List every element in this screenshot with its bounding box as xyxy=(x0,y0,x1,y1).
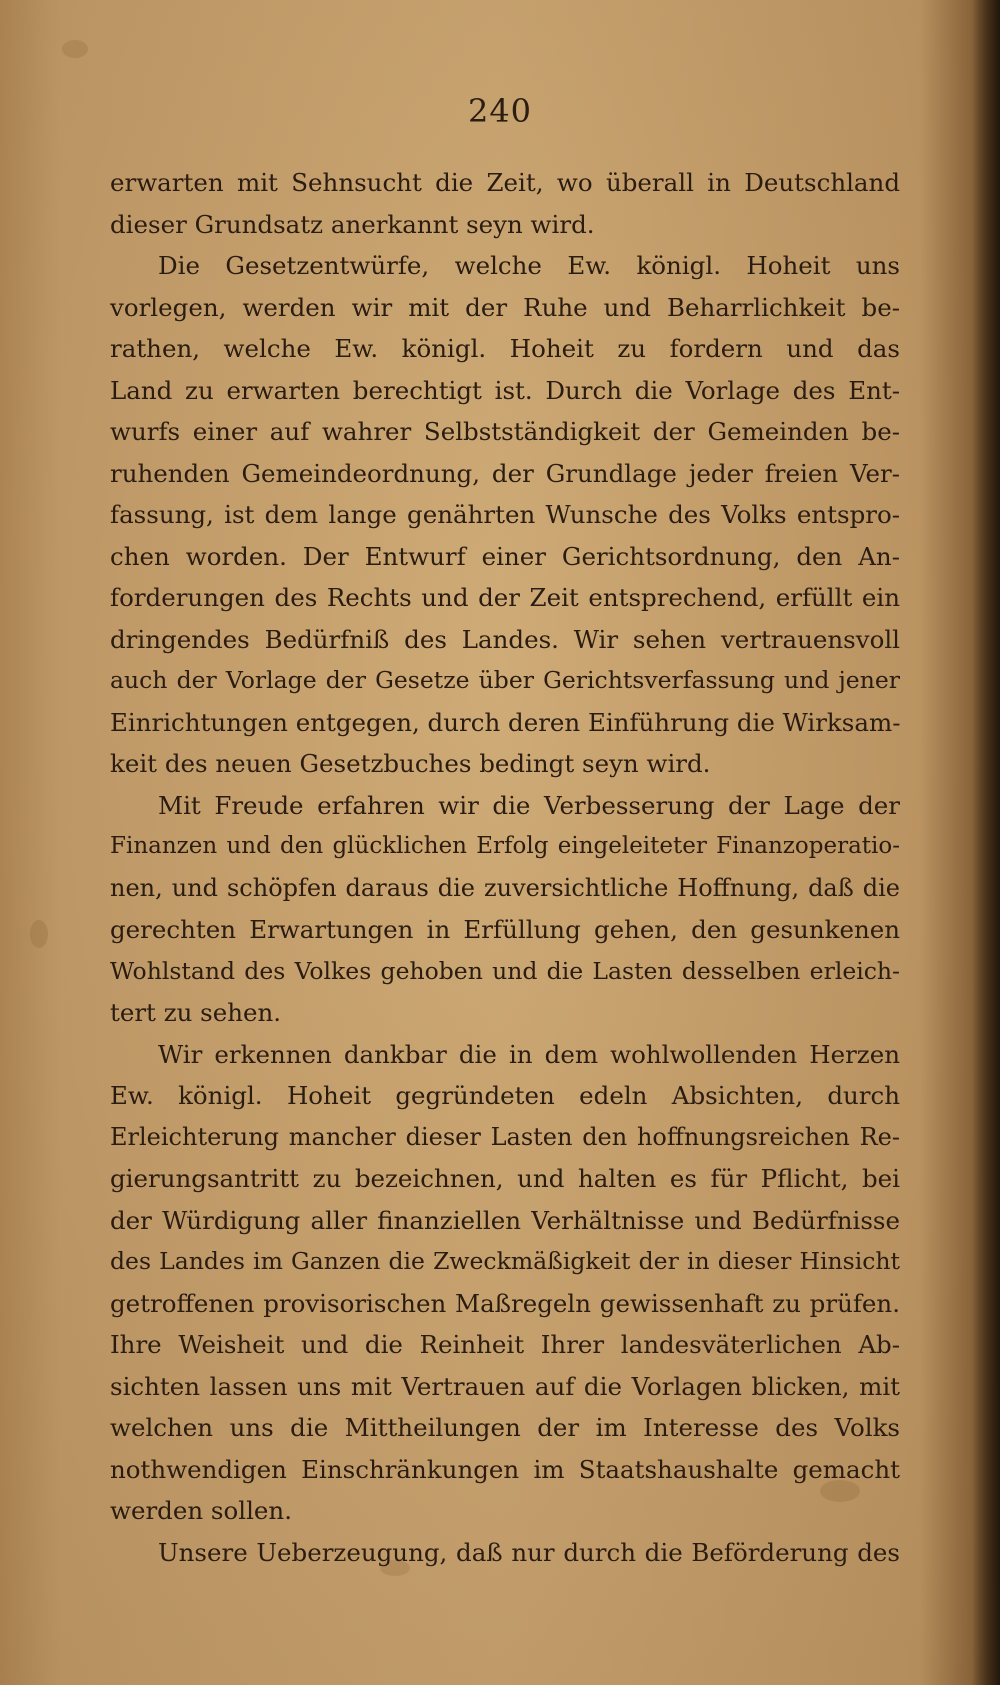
paper-stain xyxy=(30,920,48,948)
text-line: gerechten Erwartungen in Erfüllung gehen, den gesunkenen xyxy=(110,915,900,944)
text-line: der Würdigung aller finanziellen Verhältnisse und Bedürfnisse xyxy=(110,1205,900,1235)
body-text xyxy=(110,162,900,1573)
text-line: Unsere Ueberzeugung, daß nur durch die Beförderung des xyxy=(158,1537,900,1567)
text-line: nen, und schöpfen daraus die zuversichtliche Hoffnung, daß die xyxy=(110,873,900,902)
text-line: tert zu sehen. xyxy=(110,998,282,1027)
text-line: sichten lassen uns mit Vertrauen auf die Vorlagen blicken, mit xyxy=(110,1371,900,1401)
text-line: Wir erkennen dankbar die in dem wohlwollenden Herzen xyxy=(158,1039,900,1069)
page-number: 240 xyxy=(467,92,533,130)
text-line: auch der Vorlage der Gesetze über Gerichtsverfassung und jener xyxy=(110,666,900,694)
text-line: forderungen des Rechts und der Zeit entsprechend, erfüllt ein xyxy=(110,583,900,612)
text-line: werden sollen. xyxy=(110,1496,292,1525)
text-line: Finanzen und den glücklichen Erfolg eingeleiteter Finanzoperatio- xyxy=(110,833,900,859)
text-line: gierungsantritt zu bezeichnen, und halten es für Pflicht, bei xyxy=(110,1164,900,1193)
text-line: rathen, welche Ew. königl. Hoheit zu fordern und das xyxy=(110,334,900,363)
text-line: Ew. königl. Hoheit gegründeten edeln Absichten, durch xyxy=(110,1081,900,1110)
text-line: fassung, ist dem lange genährten Wunsche des Volks entspro- xyxy=(110,500,900,529)
book-spine-shadow xyxy=(972,0,1000,1685)
text-line: Die Gesetzentwürfe, welche Ew. königl. Hoheit uns xyxy=(158,251,900,280)
paper-stain xyxy=(62,40,88,58)
text-line: chen worden. Der Entwurf einer Gerichtsordnung, den An- xyxy=(110,541,900,571)
text-line: Land zu erwarten berechtigt ist. Durch die Vorlage des Ent- xyxy=(110,375,900,405)
text-line: nothwendigen Einschränkungen im Staatshaushalte gemacht xyxy=(110,1454,900,1484)
text-line: des Landes im Ganzen die Zweckmäßigkeit der in dieser Hinsicht xyxy=(110,1247,900,1275)
text-line: getroffenen provisorischen Maßregeln gewissenhaft zu prüfen. xyxy=(110,1288,900,1318)
text-line: ruhenden Gemeindeordnung, der Grundlage jeder freien Ver- xyxy=(110,458,900,488)
text-line: Erleichterung mancher dieser Lasten den hoffnungsreichen Re- xyxy=(110,1122,900,1151)
text-line: dringendes Bedürfniß des Landes. Wir sehen vertrauensvoll xyxy=(110,624,900,654)
text-line: Wohlstand des Volkes gehoben und die Lasten desselben erleich- xyxy=(110,956,900,985)
text-line: Einrichtungen entgegen, durch deren Einführung die Wirksam- xyxy=(110,707,900,737)
text-line: Ihre Weisheit und die Reinheit Ihrer landesväterlichen Ab- xyxy=(110,1330,900,1359)
text-line: wurfs einer auf wahrer Selbstständigkeit der Gemeinden be- xyxy=(110,417,900,446)
text-line: welchen uns die Mittheilungen der im Interesse des Volks xyxy=(110,1413,900,1442)
text-line: vorlegen, werden wir mit der Ruhe und Beharrlichkeit be- xyxy=(110,292,900,322)
text-line: Mit Freude erfahren wir die Verbesserung der Lage der xyxy=(158,790,900,820)
text-line: dieser Grundsatz anerkannt seyn wird. xyxy=(110,209,595,239)
text-line: erwarten mit Sehnsucht die Zeit, wo überall in Deutschland xyxy=(110,168,900,197)
text-line: keit des neuen Gesetzbuches bedingt seyn wird. xyxy=(110,749,711,778)
